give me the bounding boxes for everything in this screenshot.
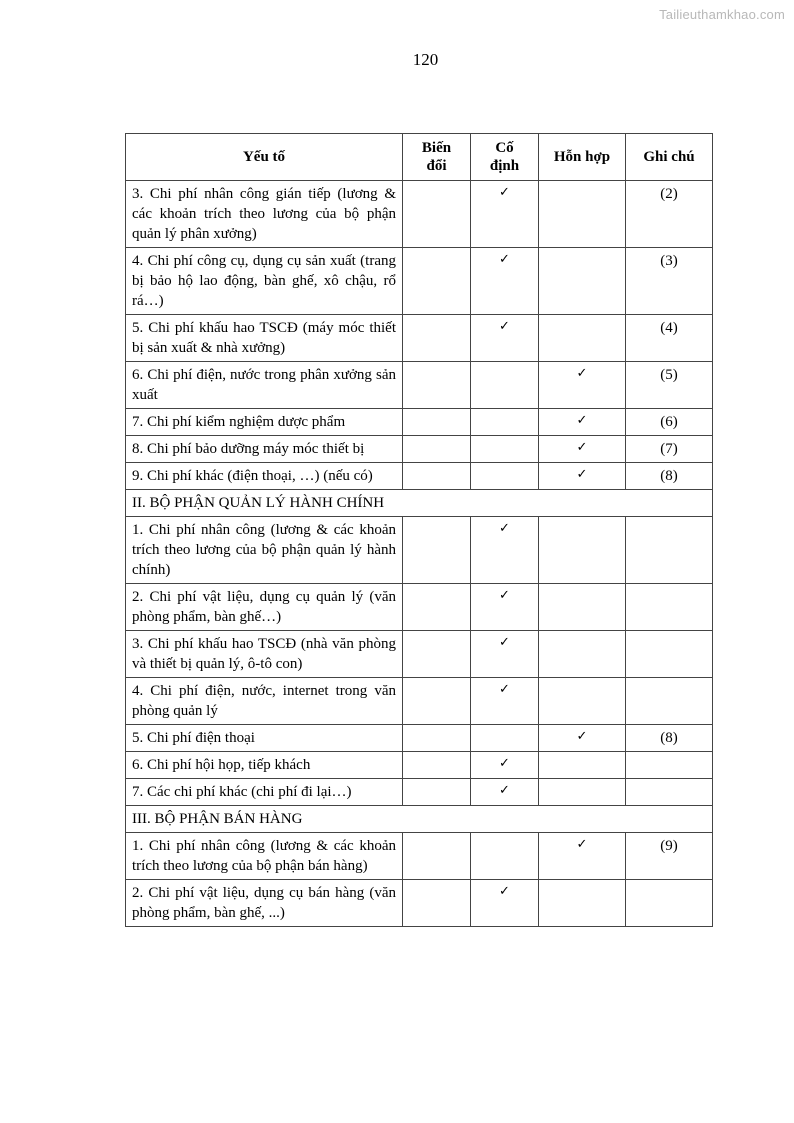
header-fixed-line2: định bbox=[489, 158, 520, 174]
fixed-check-icon bbox=[471, 833, 539, 880]
cost-classification-table bbox=[125, 133, 713, 927]
row-description: 2. Chi phí vật liệu, dụng cụ quản lý (văn phòng phẩm, bàn ghế…) bbox=[126, 584, 403, 631]
row-note bbox=[626, 631, 713, 678]
table-row bbox=[126, 631, 713, 678]
variable-check-icon bbox=[403, 362, 471, 409]
fixed-check-icon bbox=[471, 362, 539, 409]
mixed-check-icon bbox=[539, 584, 626, 631]
row-description: 2. Chi phí vật liệu, dụng cụ bán hàng (văn phòng phẩm, bàn ghế, ...) bbox=[126, 880, 403, 927]
row-note: (8) bbox=[626, 463, 713, 490]
table-row bbox=[126, 752, 713, 779]
header-row bbox=[126, 134, 713, 181]
header-mixed: Hỗn hợp bbox=[539, 134, 626, 181]
fixed-check-icon: ✓ bbox=[471, 584, 539, 631]
row-description: 8. Chi phí bảo dưỡng máy móc thiết bị bbox=[126, 436, 403, 463]
table-row bbox=[126, 779, 713, 806]
row-note: (8) bbox=[626, 725, 713, 752]
table-row bbox=[126, 725, 713, 752]
variable-check-icon bbox=[403, 409, 471, 436]
row-description: 5. Chi phí khấu hao TSCĐ (máy móc thiết bị sản xuất & nhà xưởng) bbox=[126, 315, 403, 362]
table-row bbox=[126, 362, 713, 409]
row-note: (2) bbox=[626, 181, 713, 248]
mixed-check-icon bbox=[539, 880, 626, 927]
row-note: (3) bbox=[626, 248, 713, 315]
row-description: 3. Chi phí khấu hao TSCĐ (nhà văn phòng và thiết bị quản lý, ô-tô con) bbox=[126, 631, 403, 678]
variable-check-icon bbox=[403, 181, 471, 248]
mixed-check-icon: ✓ bbox=[539, 833, 626, 880]
variable-check-icon bbox=[403, 517, 471, 584]
variable-check-icon bbox=[403, 752, 471, 779]
watermark: Tailieuthamkhao.com bbox=[659, 7, 785, 22]
fixed-check-icon bbox=[471, 725, 539, 752]
fixed-check-icon: ✓ bbox=[471, 678, 539, 725]
row-description: 6. Chi phí hội họp, tiếp khách bbox=[126, 752, 403, 779]
fixed-check-icon: ✓ bbox=[471, 752, 539, 779]
variable-check-icon bbox=[403, 315, 471, 362]
table-row bbox=[126, 248, 713, 315]
row-note: (6) bbox=[626, 409, 713, 436]
variable-check-icon bbox=[403, 248, 471, 315]
row-description: 1. Chi phí nhân công (lương & các khoản trích theo lương của bộ phận quản lý hành chính) bbox=[126, 517, 403, 584]
table-row bbox=[126, 315, 713, 362]
row-description: 4. Chi phí công cụ, dụng cụ sản xuất (trang bị bảo hộ lao động, bàn ghế, xô chậu, rổ rá…) bbox=[126, 248, 403, 315]
variable-check-icon bbox=[403, 436, 471, 463]
section-row bbox=[126, 806, 713, 833]
mixed-check-icon bbox=[539, 631, 626, 678]
row-note bbox=[626, 779, 713, 806]
row-note bbox=[626, 517, 713, 584]
mixed-check-icon bbox=[539, 315, 626, 362]
row-description: 6. Chi phí điện, nước trong phân xưởng sản xuất bbox=[126, 362, 403, 409]
variable-check-icon bbox=[403, 833, 471, 880]
table-row bbox=[126, 584, 713, 631]
row-description: 5. Chi phí điện thoại bbox=[126, 725, 403, 752]
mixed-check-icon bbox=[539, 517, 626, 584]
table-row bbox=[126, 181, 713, 248]
mixed-check-icon: ✓ bbox=[539, 725, 626, 752]
row-note: (5) bbox=[626, 362, 713, 409]
section-row bbox=[126, 490, 713, 517]
table-row bbox=[126, 833, 713, 880]
variable-check-icon bbox=[403, 880, 471, 927]
row-note bbox=[626, 752, 713, 779]
row-note: (4) bbox=[626, 315, 713, 362]
row-note bbox=[626, 880, 713, 927]
header-variable-line1: Biến bbox=[421, 140, 452, 156]
variable-check-icon bbox=[403, 584, 471, 631]
variable-check-icon bbox=[403, 463, 471, 490]
table-row bbox=[126, 678, 713, 725]
fixed-check-icon: ✓ bbox=[471, 248, 539, 315]
row-description: 4. Chi phí điện, nước, internet trong văn phòng quản lý bbox=[126, 678, 403, 725]
row-description: 7. Các chi phí khác (chi phí đi lại…) bbox=[126, 779, 403, 806]
section-title: II. BỘ PHẬN QUẢN LÝ HÀNH CHÍNH bbox=[126, 490, 713, 517]
table-row bbox=[126, 880, 713, 927]
table-row bbox=[126, 463, 713, 490]
mixed-check-icon: ✓ bbox=[539, 362, 626, 409]
fixed-check-icon: ✓ bbox=[471, 181, 539, 248]
variable-check-icon bbox=[403, 631, 471, 678]
table-row bbox=[126, 436, 713, 463]
page-number: 120 bbox=[412, 50, 439, 69]
fixed-check-icon: ✓ bbox=[471, 779, 539, 806]
fixed-check-icon: ✓ bbox=[471, 631, 539, 678]
mixed-check-icon: ✓ bbox=[539, 436, 626, 463]
variable-check-icon bbox=[403, 725, 471, 752]
row-note bbox=[626, 678, 713, 725]
header-factor: Yếu tố bbox=[126, 134, 403, 181]
row-description: 7. Chi phí kiểm nghiệm dược phẩm bbox=[126, 409, 403, 436]
row-description: 3. Chi phí nhân công gián tiếp (lương & các khoản trích theo lương của bộ phận quản lý phân xưởng) bbox=[126, 181, 403, 248]
variable-check-icon bbox=[403, 779, 471, 806]
fixed-check-icon bbox=[471, 436, 539, 463]
header-fixed bbox=[471, 134, 539, 181]
row-note: (9) bbox=[626, 833, 713, 880]
mixed-check-icon bbox=[539, 752, 626, 779]
mixed-check-icon bbox=[539, 248, 626, 315]
mixed-check-icon: ✓ bbox=[539, 409, 626, 436]
variable-check-icon bbox=[403, 678, 471, 725]
table-row bbox=[126, 409, 713, 436]
row-description: 1. Chi phí nhân công (lương & các khoản trích theo lương của bộ phận bán hàng) bbox=[126, 833, 403, 880]
mixed-check-icon bbox=[539, 779, 626, 806]
fixed-check-icon: ✓ bbox=[471, 880, 539, 927]
fixed-check-icon: ✓ bbox=[471, 315, 539, 362]
mixed-check-icon: ✓ bbox=[539, 463, 626, 490]
fixed-check-icon bbox=[471, 409, 539, 436]
mixed-check-icon bbox=[539, 181, 626, 248]
header-fixed-line1: Cố bbox=[495, 140, 514, 156]
fixed-check-icon: ✓ bbox=[471, 517, 539, 584]
header-variable bbox=[403, 134, 471, 181]
header-variable-line2: đổi bbox=[426, 158, 447, 174]
row-description: 9. Chi phí khác (điện thoại, …) (nếu có) bbox=[126, 463, 403, 490]
header-note: Ghi chú bbox=[626, 134, 713, 181]
fixed-check-icon bbox=[471, 463, 539, 490]
mixed-check-icon bbox=[539, 678, 626, 725]
table-row bbox=[126, 517, 713, 584]
row-note bbox=[626, 584, 713, 631]
row-note: (7) bbox=[626, 436, 713, 463]
section-title: III. BỘ PHẬN BÁN HÀNG bbox=[126, 806, 713, 833]
